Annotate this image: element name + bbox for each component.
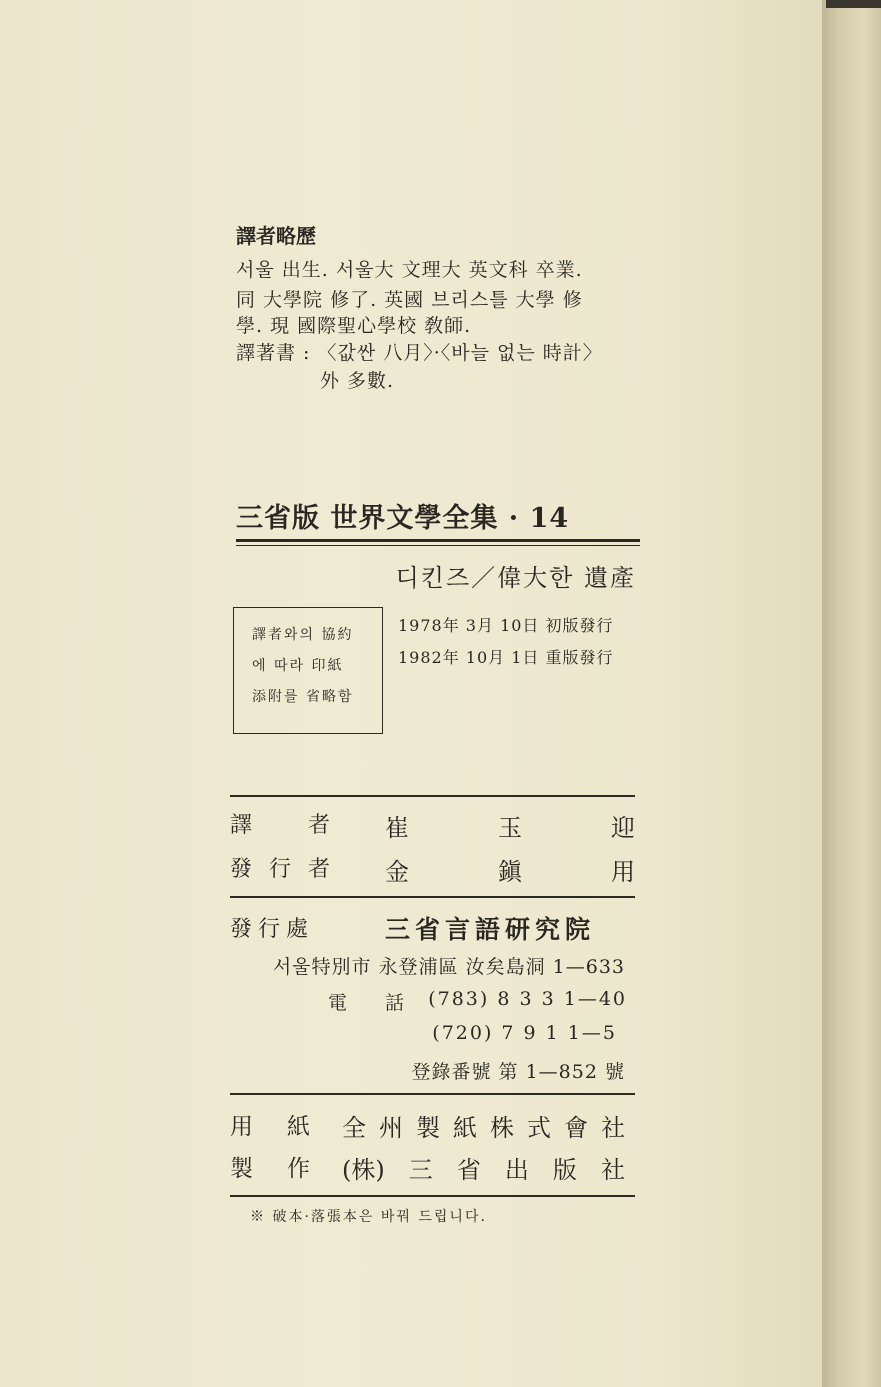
translator-bio-line: 外 多數.	[320, 370, 395, 392]
label-char: 者	[307, 857, 330, 882]
translator-label	[230, 808, 330, 839]
value-char: 社	[601, 1114, 625, 1142]
name-char: 崔	[385, 814, 409, 842]
series-title: 三省版 世界文學全集 · 14	[236, 503, 570, 534]
publisher-label: 發行處	[230, 917, 315, 942]
exchange-note: ※ 破本·落張本은 바꿔 드립니다.	[250, 1209, 487, 1225]
production-company	[342, 1150, 625, 1185]
divider	[230, 1093, 635, 1095]
paper-label	[230, 1108, 310, 1141]
value-char: 式	[527, 1114, 551, 1142]
translator-name	[385, 808, 635, 843]
value-char: 株	[490, 1114, 514, 1142]
phone-label: 電話	[328, 992, 443, 1014]
translator-bio-heading: 譯者略歷	[236, 224, 316, 248]
publisher-person-label	[230, 852, 330, 883]
name-char: 鎭	[498, 858, 522, 886]
book-edge	[826, 0, 881, 8]
label-char: 作	[287, 1156, 310, 1182]
value-char: 省	[456, 1156, 481, 1184]
phone-number: (783) 8 3 3 1—40	[428, 988, 627, 1010]
stamp-line: 譯者와의 協約	[252, 627, 354, 643]
divider	[230, 1195, 635, 1197]
paper-row	[230, 1108, 625, 1142]
translator-bio-line: 서울 出生. 서울大 文理大 英文科 卒業.	[236, 259, 583, 281]
label-char: 用	[230, 1114, 253, 1140]
value-char: 版	[552, 1156, 577, 1184]
value-char: 出	[504, 1156, 529, 1184]
stamp-line: 에 따라 印紙	[252, 658, 344, 674]
value-char: 社	[600, 1156, 625, 1184]
publisher-person-row	[230, 852, 635, 886]
edition-reprint: 1982年 10月 1日 重版發行	[398, 648, 614, 667]
value-char: 會	[564, 1114, 588, 1142]
value-char: 紙	[453, 1114, 477, 1142]
label-char: 譯	[230, 813, 253, 838]
label-char: 紙	[287, 1114, 310, 1140]
translator-bio-line: 同 大學院 修了. 英國 브리스틀 大學 修	[236, 289, 583, 311]
registration-number: 登錄番號 第 1—852 號	[411, 1061, 625, 1083]
name-char: 用	[611, 858, 635, 886]
publisher-name: 三省言語研究院	[385, 915, 596, 944]
production-label	[230, 1150, 310, 1183]
value-char: (株)	[342, 1156, 385, 1184]
name-char: 迎	[611, 814, 635, 842]
page-gutter	[822, 0, 881, 1387]
value-char: 三	[408, 1156, 433, 1184]
book-title: 디킨즈／偉大한 遺產	[395, 564, 636, 592]
value-char: 製	[416, 1114, 440, 1142]
translator-bio-line: 學. 現 國際聖心學校 敎師.	[236, 315, 472, 337]
translator-bio-line: 譯著書 : 〈값싼 八月〉·〈바늘 없는 時計〉	[236, 342, 603, 364]
publisher-address: 서울特別市 永登浦區 汝矣島洞 1—633	[272, 956, 625, 978]
paper-supplier	[342, 1108, 625, 1143]
value-char: 全	[342, 1114, 366, 1142]
name-char: 金	[385, 858, 409, 886]
value-char: 州	[379, 1114, 403, 1142]
translator-row	[230, 808, 635, 842]
title-rule	[236, 539, 640, 542]
label-char: 者	[307, 813, 330, 838]
stamp-line: 添附를 省略함	[252, 689, 354, 705]
phone-number: (720) 7 9 1 1—5	[432, 1022, 617, 1044]
label-char: 行	[268, 857, 291, 882]
label-char: 製	[230, 1156, 253, 1182]
title-rule	[236, 545, 640, 546]
stamp-omission-box	[233, 607, 383, 734]
divider	[230, 896, 635, 898]
production-row	[230, 1150, 625, 1184]
divider	[230, 795, 635, 797]
edition-first: 1978年 3月 10日 初版發行	[398, 616, 614, 635]
label-char: 發	[230, 857, 253, 882]
name-char: 玉	[498, 814, 522, 842]
publisher-person-name	[385, 852, 635, 887]
